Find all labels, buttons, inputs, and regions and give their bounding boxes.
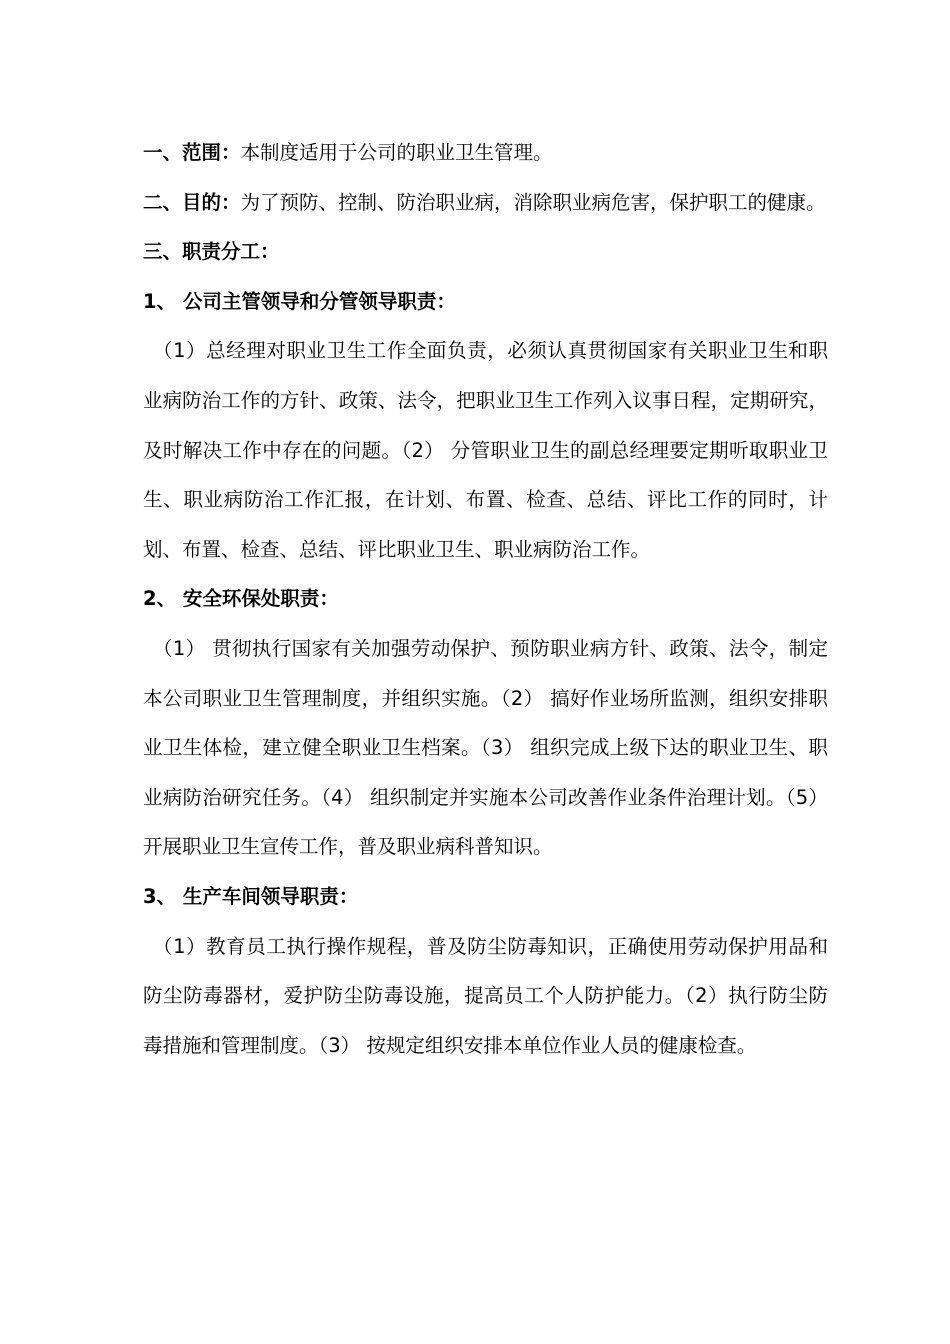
- section-text: 本制度适用于公司的职业卫生管理。: [240, 141, 553, 164]
- duty-text-leaders: （1）总经理对职业卫生工作全面负责，必须认真贯彻国家有关职业卫生和职业病防治工作的方针、政策、法令，把职业卫生工作列入议事日程，定期研究，及时解决工作中存在的问题。（2） 分管职业卫生的副总经理要定期听取职业卫生、职业病防治工作汇报，在计划、布置、检查、总结、评比工作的同时，计划、布置、检查、总结、评比职业卫生、职业病防治工作。: [143, 339, 828, 561]
- section-purpose: [143, 178, 828, 228]
- document-body: [143, 128, 828, 1070]
- duty-text-safety-office: （1） 贯彻执行国家有关加强劳动保护、预防职业病方针、政策、法令，制定本公司职业卫生管理制度，并组织实施。（2） 搞好作业场所监测，组织安排职业卫生体检，建立健全职业卫生档案。（3） 组织完成上级下达的职业卫生、职业病防治研究任务。（4） 组织制定并实施本公司改善作业条件治理计划。（5） 开展职业卫生宣传工作，普及职业病科普知识。: [143, 636, 828, 859]
- duty-heading-safety-office: 2、 安全环保处职责：: [143, 587, 339, 611]
- duty-heading-leaders: 1、 公司主管领导和分管领导职责：: [143, 289, 456, 313]
- duty-heading-workshop: 3、 生产车间领导职责：: [143, 884, 359, 908]
- section-heading: 二、目的：: [143, 190, 241, 214]
- section-heading: 三、职责分工：: [143, 240, 280, 264]
- section-responsibilities: [143, 227, 828, 277]
- section-heading: 一、范围：: [143, 141, 241, 164]
- section-text: 为了预防、控制、防治职业病，消除职业病危害，保护职工的健康。: [240, 190, 826, 214]
- section-scope: [143, 128, 828, 178]
- duty-text-workshop: （1）教育员工执行操作规程，普及防尘防毒知识，正确使用劳动保护用品和防尘防毒器材，爱护防尘防毒设施，提高员工个人防护能力。（2）执行防尘防毒措施和管理制度。（3） 按规定组织安排本单位作业人员的健康检查。: [143, 934, 828, 1057]
